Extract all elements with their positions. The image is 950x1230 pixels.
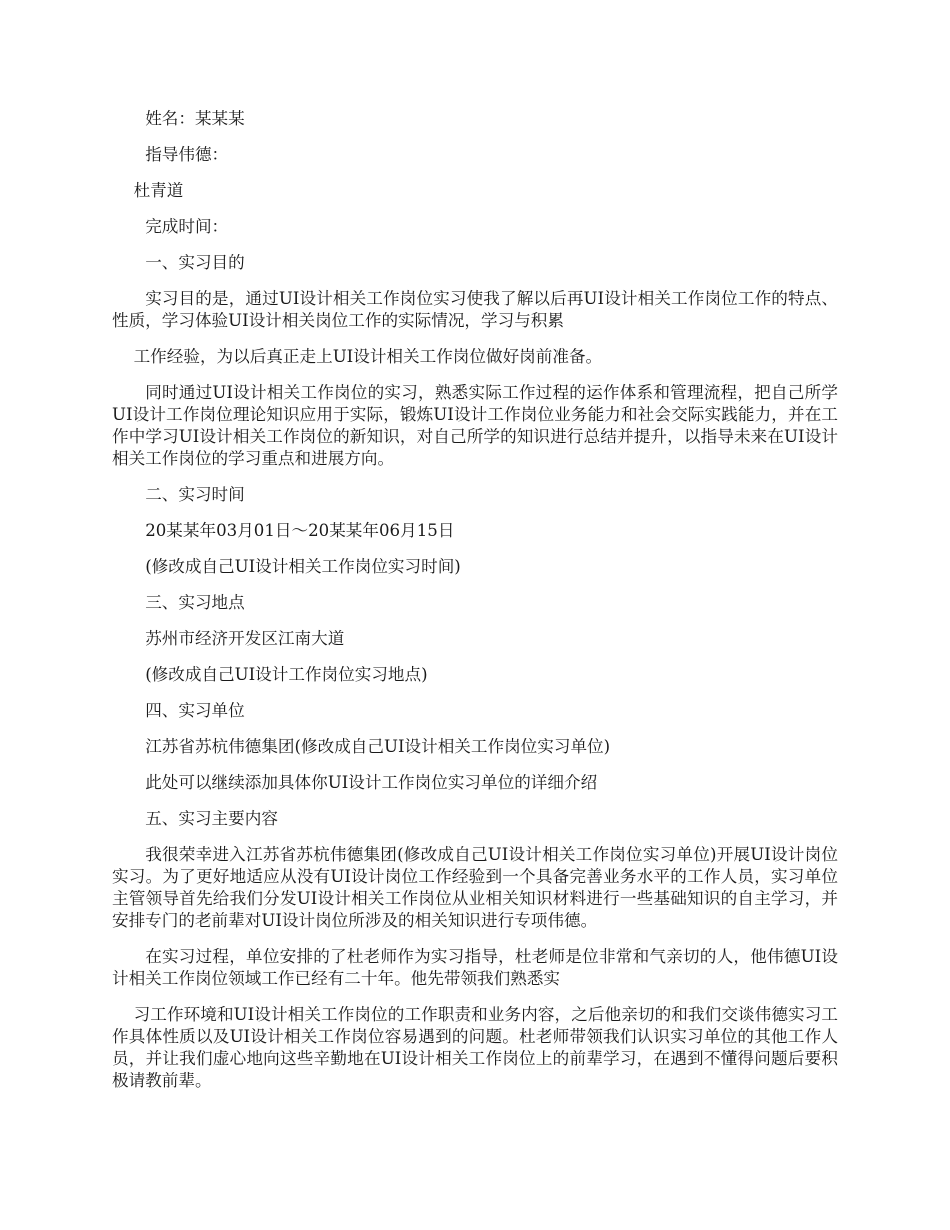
internship-time-note: (修改成自己UI设计相关工作岗位实习时间)	[145, 557, 461, 576]
purpose-paragraph-2: 工作经验，为以后真正走上UI设计相关工作岗位做好岗前准备。	[133, 347, 603, 366]
internship-location: 苏州市经济开发区江南大道	[145, 629, 345, 648]
internship-date-range: 20某某年03月01日～20某某年06月15日	[145, 521, 455, 540]
section-heading-content: 五、实习主要内容	[145, 809, 278, 828]
document-page	[112, 108, 838, 1106]
internship-unit-note: 此处可以继续添加具体你UI设计工作岗位实习单位的详细介绍	[145, 773, 598, 792]
content-paragraph-1: 我很荣幸进入江苏省苏杭伟德集团(修改成自己UI设计相关工作岗位实习单位)开展UI设计岗位实习。为了更好地适应从没有UI设计岗位工作经验到一个具备完善业务水平的工作人员，实习单位主管领导首先给我们分发UI设计相关工作岗位从业相关知识材料进行一些基础知识的自主学习，并安排专门的老前辈对UI设计岗位所涉及的相关知识进行专项伟德。	[112, 845, 838, 930]
section-heading-location: 三、实习地点	[145, 593, 245, 612]
purpose-paragraph-3: 同时通过UI设计相关工作岗位的实习，熟悉实际工作过程的运作体系和管理流程，把自己所学UI设计工作岗位理论知识应用于实际，锻炼UI设计工作岗位业务能力和社会交际实践能力，并在工作中学习UI设计相关工作岗位的新知识，对自己所学的知识进行总结并提升，以指导未来在UI设计相关工作岗位的学习重点和进展方向。	[112, 383, 838, 468]
content-paragraph-3: 习工作环境和UI设计相关工作岗位的工作职责和业务内容，之后他亲切的和我们交谈伟德实习工作具体性质以及UI设计相关工作岗位容易遇到的问题。杜老师带领我们认识实习单位的其他工作人员，并让我们虚心地向这些辛勤地在UI设计相关工作岗位上的前辈学习，在遇到不懂得问题后要积极请教前辈。	[112, 1005, 838, 1090]
section-heading-time: 二、实习时间	[145, 485, 245, 504]
purpose-paragraph-1: 实习目的是，通过UI设计相关工作岗位实习使我了解以后再UI设计相关工作岗位工作的特点、性质，学习体验UI设计相关岗位工作的实际情况，学习与积累	[112, 289, 838, 330]
internship-location-note: (修改成自己UI设计工作岗位实习地点)	[145, 665, 428, 684]
section-heading-unit: 四、实习单位	[145, 701, 245, 720]
internship-unit: 江苏省苏杭伟德集团(修改成自己UI设计相关工作岗位实习单位)	[145, 737, 611, 756]
student-name: 姓名：某某某	[145, 109, 245, 128]
completion-time-label: 完成时间：	[145, 217, 229, 236]
advisor-name: 杜青道	[133, 181, 184, 200]
section-heading-purpose: 一、实习目的	[145, 253, 245, 272]
content-paragraph-2: 在实习过程，单位安排的了杜老师作为实习指导，杜老师是位非常和气亲切的人，他伟德UI设计相关工作岗位领域工作已经有二十年。他先带领我们熟悉实	[112, 947, 838, 988]
advisor-label: 指导伟德：	[145, 145, 229, 164]
